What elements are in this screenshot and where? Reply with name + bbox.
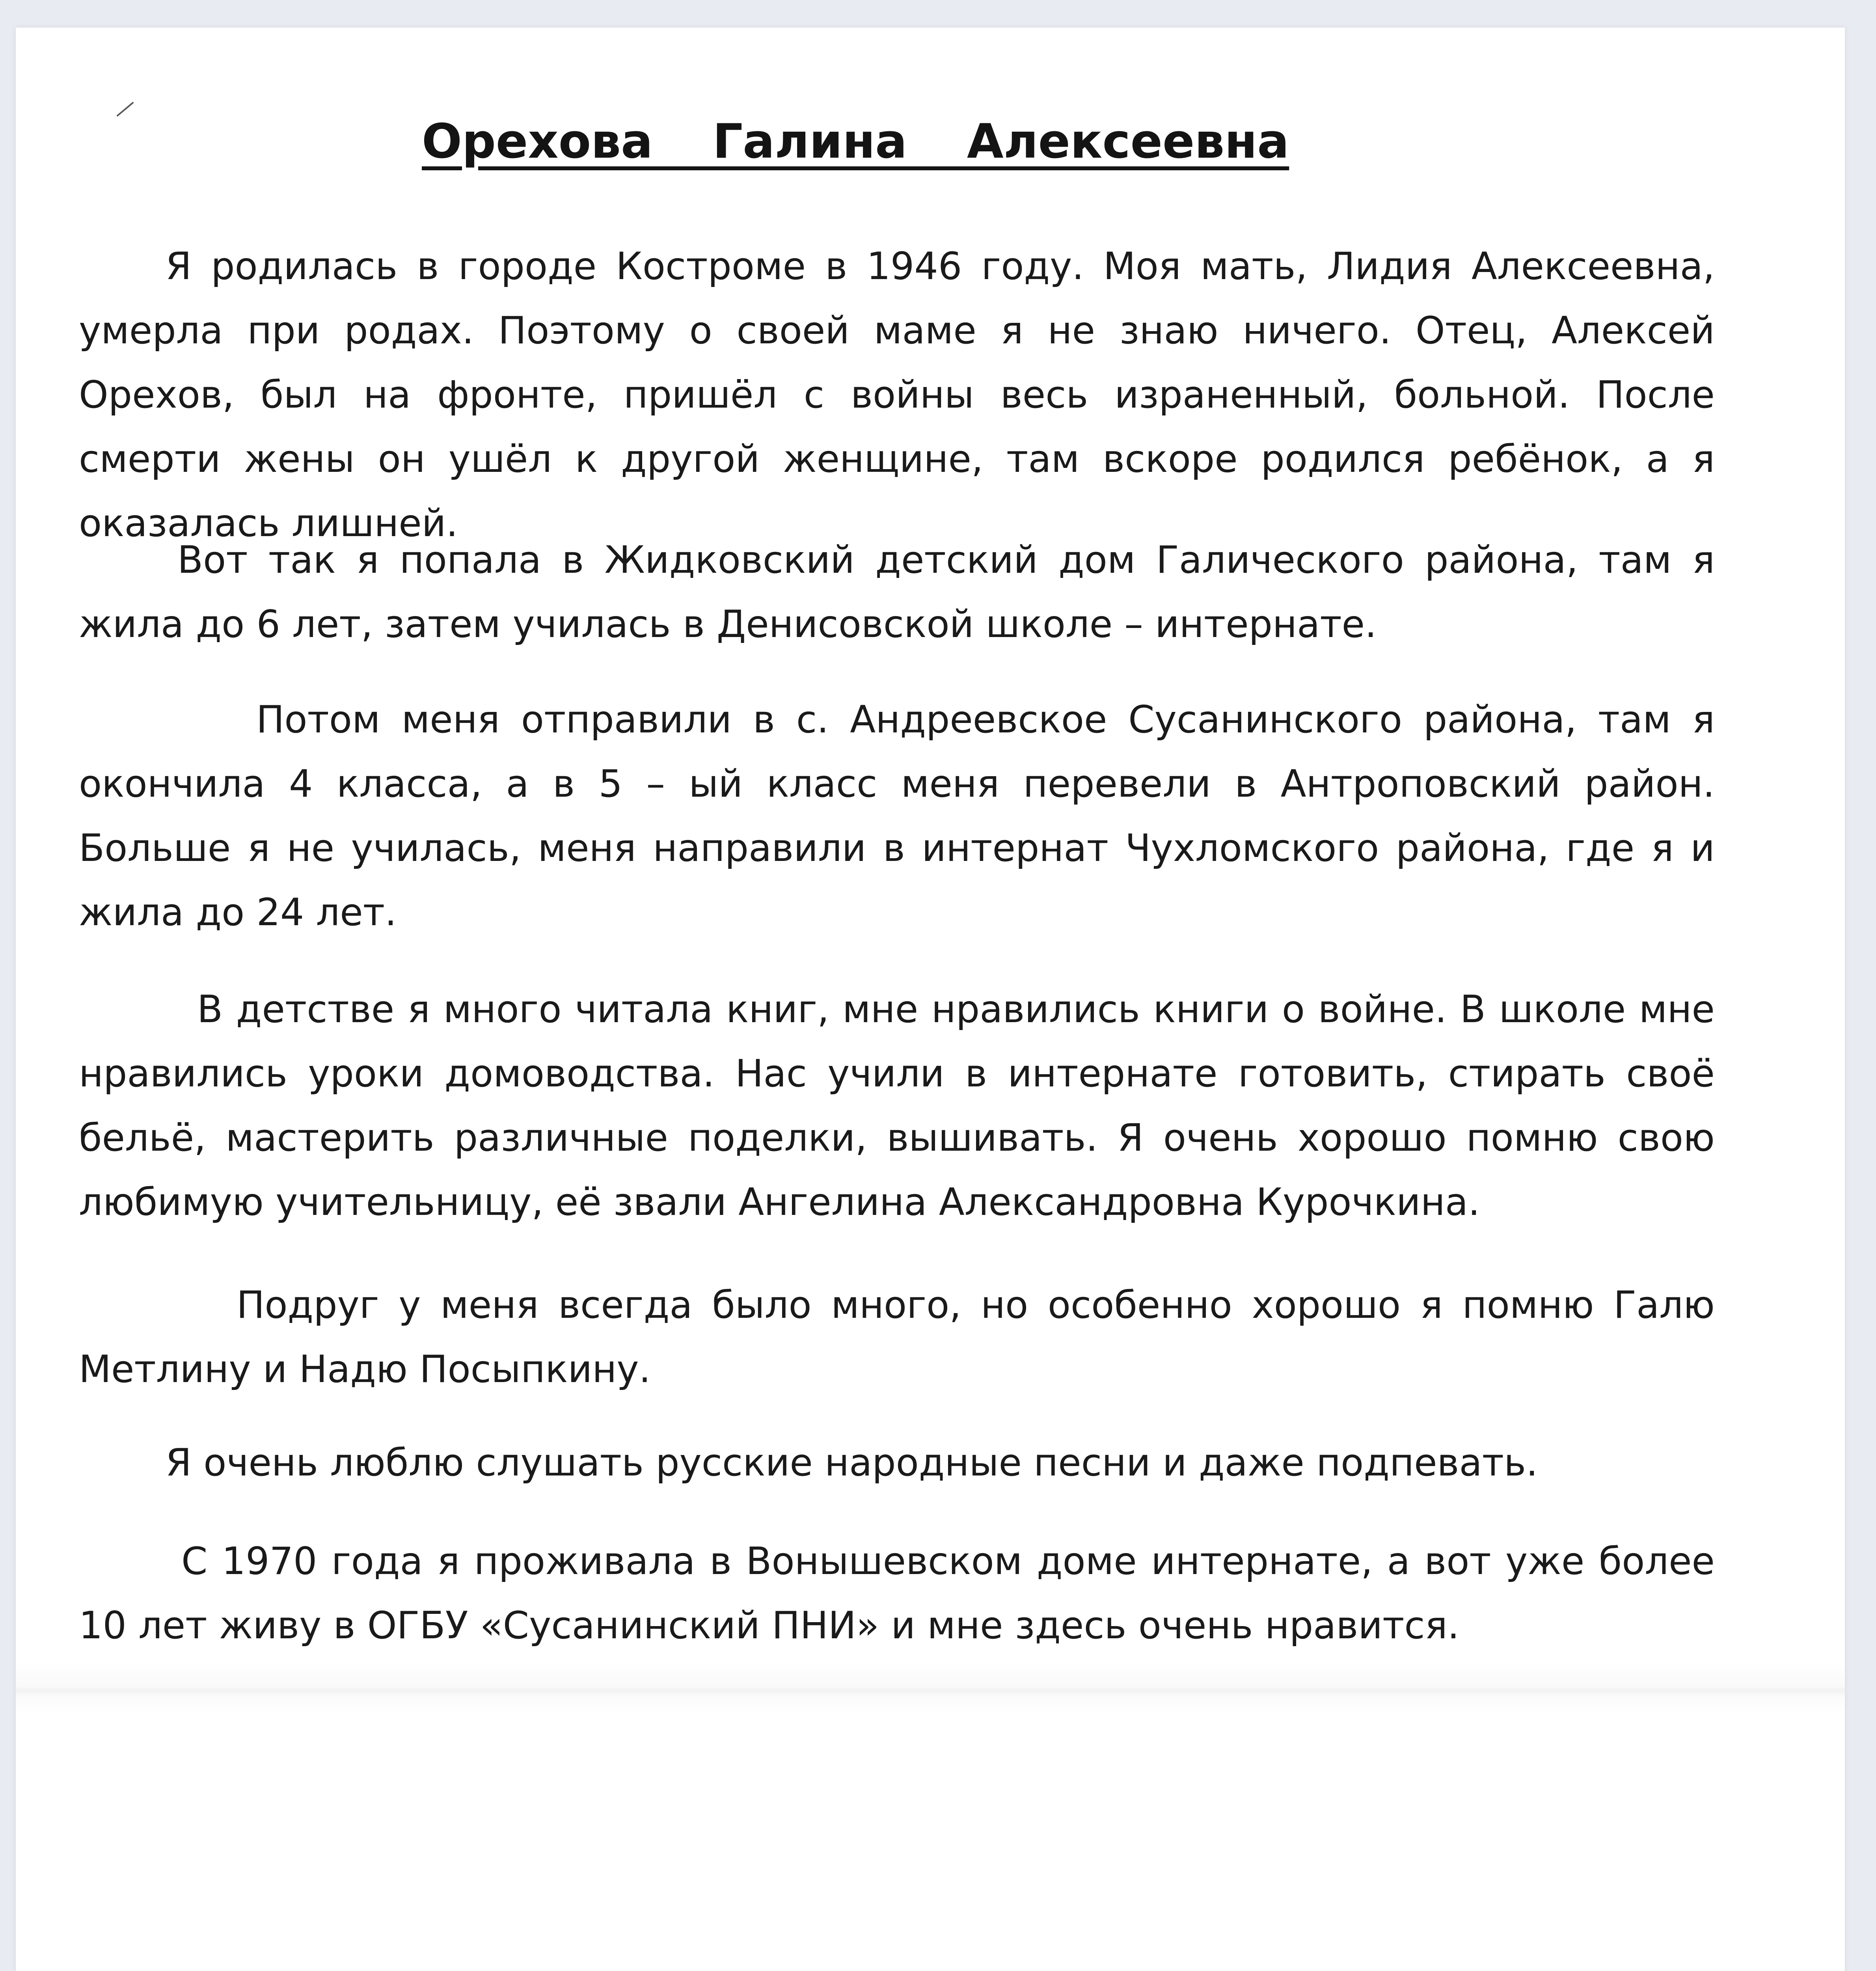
- paragraph-birth: Я родилась в городе Костроме в 1946 году. Моя мать, Лидия Алексеевна, умерла при родах. Поэтому о своей маме я не знаю ничего. Отец, Алексей Орехов, был на фронте, пришёл с войны весь израненный, больной. После смерти жены он ушёл к другой женщине, там вскоре родился ребёнок, а я оказалась лишней.: [79, 245, 1715, 545]
- paragraph-childhood: В детстве я много читала книг, мне нравились книги о войне. В школе мне нравились уроки домоводства. Нас учили в интернате готовить, стирать своё бельё, мастерить различные поделки, вышивать. Я очень хорошо помню свою любимую учительницу, её звали Ангелина Александровна Курочкина.: [79, 988, 1715, 1224]
- paragraph-songs: Я очень люблю слушать русские народные песни и даже подпевать.: [166, 1441, 1538, 1485]
- paragraph-friends: Подруг у меня всегда было много, но особенно хорошо я помню Галю Метлину и Надю Посыпкину.: [79, 1284, 1715, 1391]
- paragraph-residence: С 1970 года я проживала в Вонышевском доме интернате, а вот уже более 10 лет живу в ОГБУ «Сусанинский ПНИ» и мне здесь очень нравится.: [79, 1540, 1715, 1647]
- paragraph-schooling: Потом меня отправили в с. Андреевское Сусанинского района, там я окончила 4 класса, а в 5 – ый класс меня перевели в Антроповский район. Больше я не училась, меня направили в интернат Чухломского района, где я и жила до 24 лет.: [79, 698, 1715, 934]
- document-title: Орехова Галина Алексеевна: [422, 114, 1289, 169]
- paper-fold-crease: [16, 1664, 1845, 1715]
- paper-sheet: [16, 28, 1845, 1971]
- pen-mark: [116, 102, 134, 117]
- paragraph-orphanage: Вот так я попала в Жидковский детский дом Галического района, там я жила до 6 лет, затем училась в Денисовской школе – интернате.: [79, 538, 1715, 646]
